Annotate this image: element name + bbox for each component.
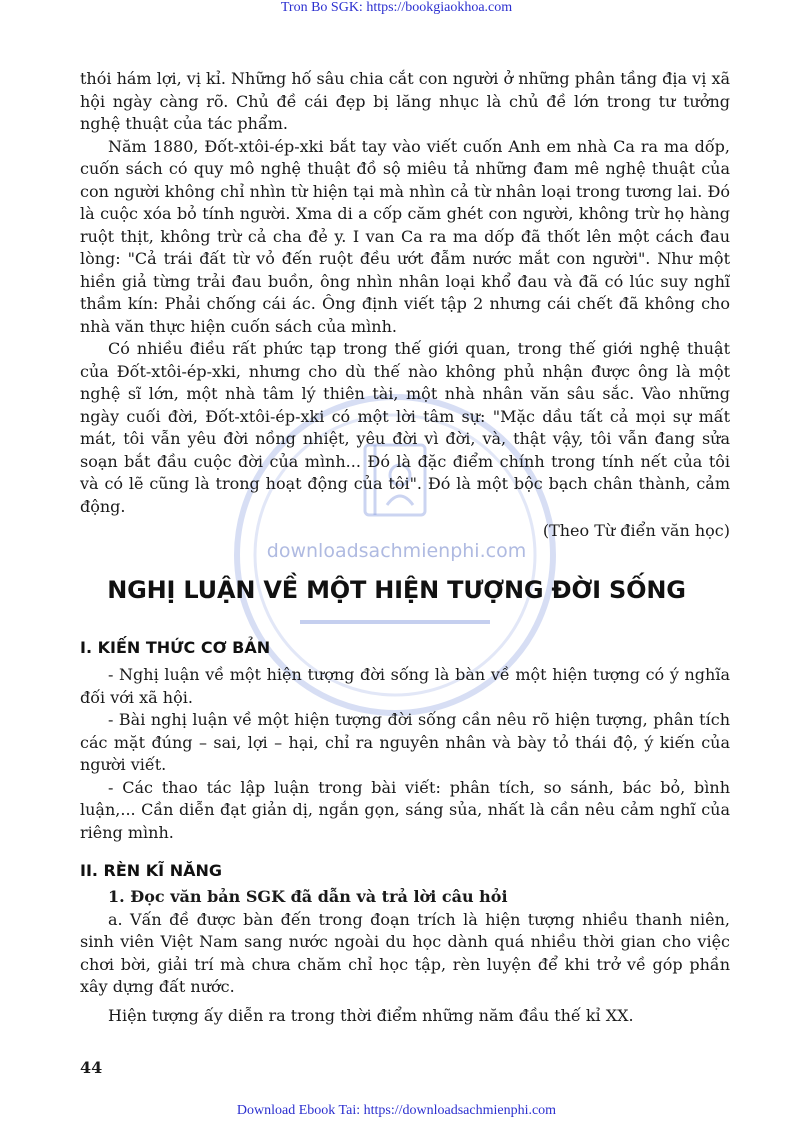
part1-content [80, 664, 730, 844]
footer-link[interactable]: Download Ebook Tai: https://downloadsachmienphi.com [236, 1103, 557, 1118]
top-section [80, 68, 730, 543]
part1-heading: I. KIẾN THỨC CƠ BẢN [80, 638, 271, 657]
header-link[interactable]: Tron Bo SGK: https://bookgiaokhoa.com [280, 0, 513, 15]
list-item: - Bài nghị luận về một hiện tượng đời sống cần nêu rõ hiện tượng, phân tích các mặt đúng – sai, lợi – hại, chỉ ra nguyên nhân và bày tỏ thái độ, ý kiến của người viết. [80, 710, 730, 774]
watermark-text: downloadsachmienphi.com [266, 540, 527, 562]
page-number: 44 [80, 1058, 103, 1077]
subheading: 1. Đọc văn bản SGK đã dẫn và trả lời câu hỏi [108, 887, 508, 906]
paragraph: a. Vấn đề được bàn đến trong đoạn trích là hiện tượng nhiều thanh niên, sinh viên Việt Nam sang nước ngoài du học dành quá nhiều thời gian cho việc chơi bời, giải trí mà chưa chăm chỉ học tập, rèn luyện để khi trở về góp phần xây dựng đất nước. [80, 909, 730, 996]
source-citation: (Theo Từ điển văn học) [542, 521, 730, 540]
part2-content [80, 886, 730, 1027]
list-item: - Các thao tác lập luận trong bài viết: phân tích, so sánh, bác bỏ, bình luận,... Cần diễn đạt giản dị, ngắn gọn, sáng sủa, nhất là cần nêu cảm nghĩ của riêng mình. [80, 777, 730, 842]
paragraph: Hiện tượng ấy diễn ra trong thời điểm những năm đầu thế kỉ XX. [108, 1005, 634, 1025]
section-title: NGHỊ LUẬN VỀ MỘT HIỆN TƯỢNG ĐỜI SỐNG [107, 576, 686, 604]
part2-heading: II. RÈN KĨ NĂNG [80, 861, 222, 880]
paragraph: thói hám lợi, vị kỉ. Những hố sâu chia cắt con người ở những phân tầng địa vị xã hội ngày càng rõ. Chủ đề cái đẹp bị lăng nhục là chủ đề lớn trong tư tưởng nghệ thuật của tác phẩm. [80, 69, 730, 133]
paragraph: Năm 1880, Đốt-xtôi-ép-xki bắt tay vào viết cuốn Anh em nhà Ca ra ma dốp, cuốn sách có quy mô nghệ thuật đồ sộ miêu tả những đam mê nghệ thuật của con người không chỉ nhìn từ hiện tại mà nhìn cả từ nhân loại trong tương lai. Đó là cuộc xóa bỏ tính người. Xma di a cốp căm ghét con người, không trừ họ hàng ruột thịt, không trừ cả cha đẻ y. I van Ca ra ma dốp đã thốt lên một cách đau lòng: "Cả trái đất từ vỏ đến ruột đều ướt đẫm nước mắt con người". Như một hiền giả từng trải đau buồn, ông nhìn nhân loại khổ đau và đã có lúc suy nghĩ thầm kín: Phải chống cái ác. Ông định viết tập 2 nhưng cái chết đã không cho nhà văn thực hiện cuốn sách của mình. [80, 136, 730, 336]
list-item: - Nghị luận về một hiện tượng đời sống là bàn về một hiện tượng có ý nghĩa đối với xã hội. [80, 665, 730, 707]
paragraph: Có nhiều điều rất phức tạp trong thế giới quan, trong thế giới nghệ thuật của Đốt-xtôi-ép-xki, nhưng cho dù thế nào không phủ nhận được ông là một nghệ sĩ lớn, một nhà tâm lý thiên tài, một nhà nhân văn sâu sắc. Vào những ngày cuối đời, Đốt-xtôi-ép-xki có một lời tâm sự: "Mặc dầu tất cả mọi sự mất mát, tôi vẫn yêu đời nồng nhiệt, yêu đời vì đời, và, thật vậy, tôi vẫn đang sửa soạn bắt đầu cuộc đời của mình... Đó là đặc điểm chính trong tính nết của tôi và có lẽ cũng là trong hoạt động của tôi". Đó là một bộc bạch chân thành, cảm động. [80, 339, 730, 516]
